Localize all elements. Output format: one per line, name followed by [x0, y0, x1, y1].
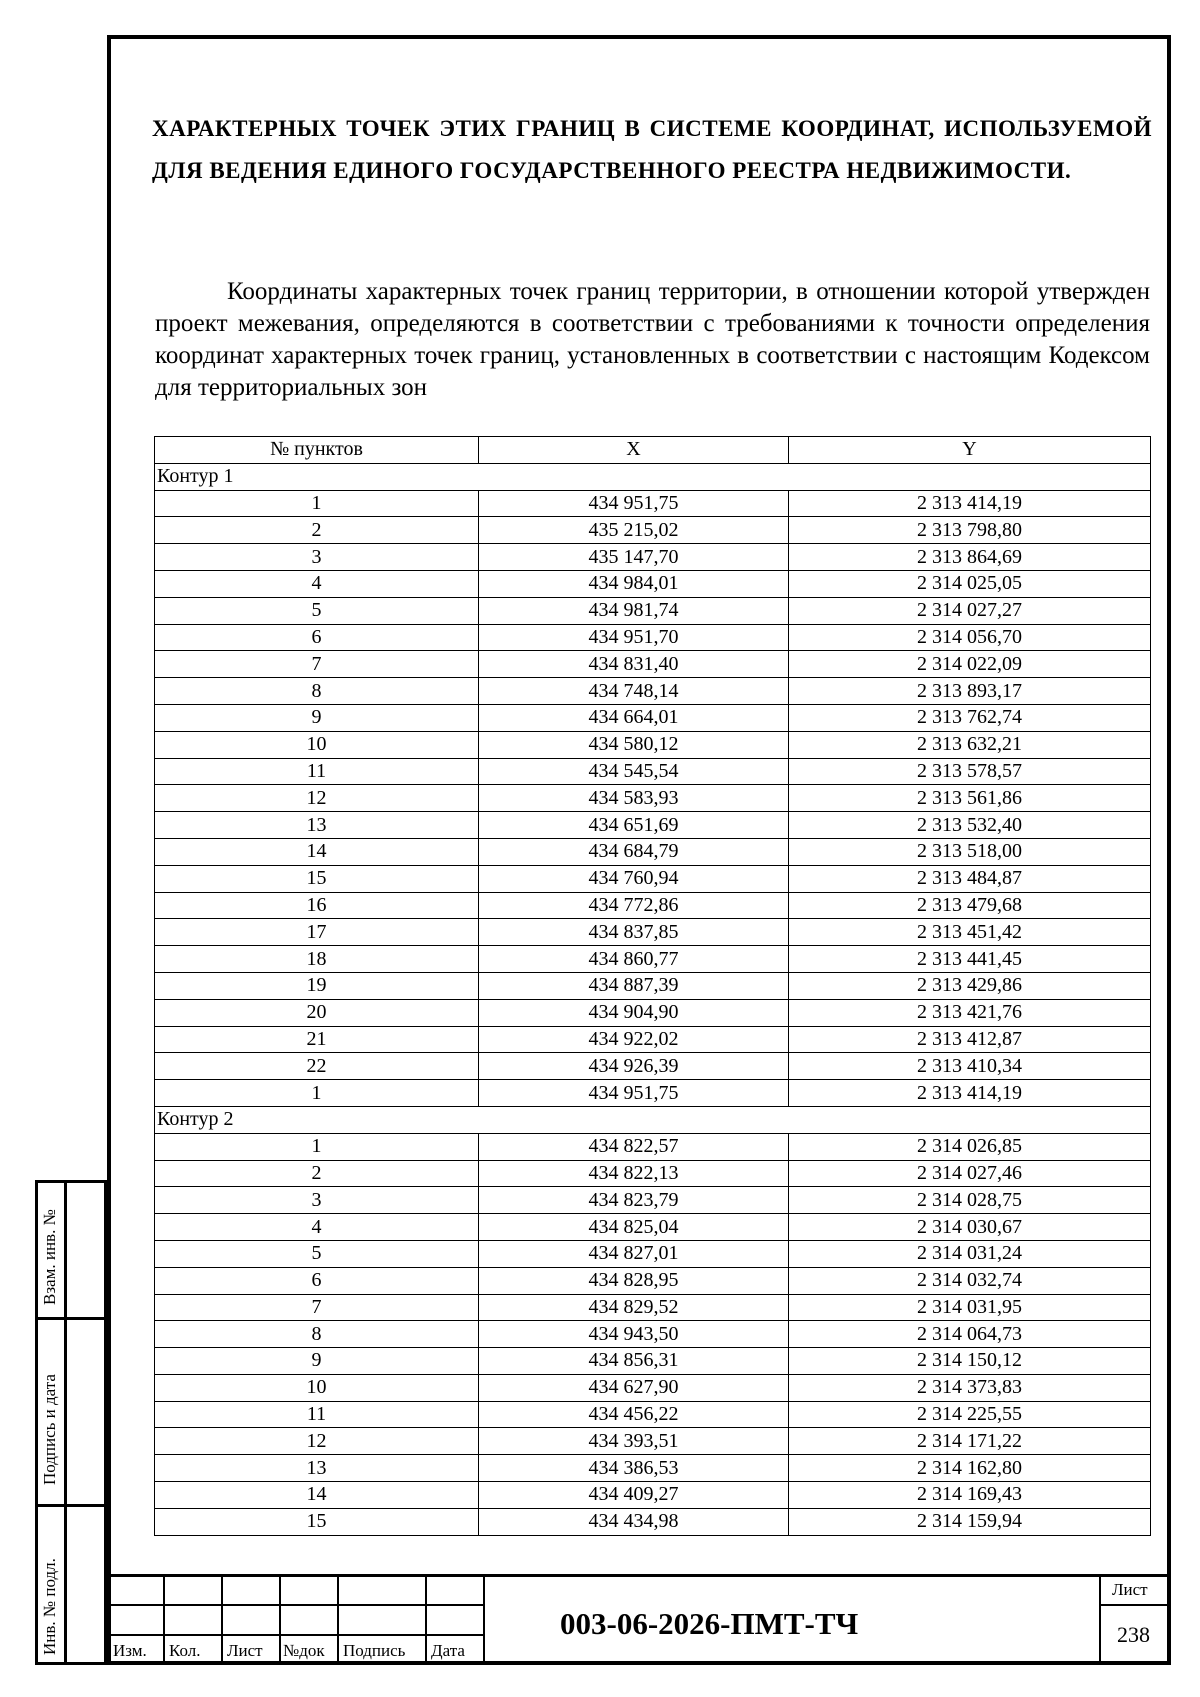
- y-coordinate: 2 314 031,95: [789, 1294, 1151, 1321]
- x-coordinate: 434 828,95: [479, 1267, 789, 1294]
- table-row: [155, 517, 1151, 544]
- point-number: 4: [155, 1214, 479, 1241]
- x-coordinate: 434 409,27: [479, 1482, 789, 1509]
- header-y: Y: [789, 437, 1151, 464]
- point-number: 15: [155, 1508, 479, 1535]
- y-coordinate: 2 313 412,87: [789, 1026, 1151, 1053]
- section-heading: ХАРАКТЕРНЫХ ТОЧЕК ЭТИХ ГРАНИЦ В СИСТЕМЕ КООРДИНАТ, ИСПОЛЬЗУЕМОЙ ДЛЯ ВЕДЕНИЯ ЕДИНОГО ГОСУДАРСТВЕННОГО РЕЕСТРА НЕДВИЖИМОСТИ.: [152, 116, 1152, 183]
- y-coordinate: 2 314 027,46: [789, 1160, 1151, 1187]
- x-coordinate: 434 583,93: [479, 785, 789, 812]
- point-number: 20: [155, 999, 479, 1026]
- x-coordinate: 434 825,04: [479, 1214, 789, 1241]
- x-coordinate: 434 887,39: [479, 972, 789, 999]
- contour-row: [155, 1106, 1151, 1133]
- document-number: 003-06-2026-ПМТ-ТЧ: [560, 1606, 859, 1641]
- point-number: 10: [155, 731, 479, 758]
- x-coordinate: 434 951,70: [479, 624, 789, 651]
- point-number: 1: [155, 1133, 479, 1160]
- tb-sheet-label: Лист: [1112, 1580, 1148, 1599]
- point-number: 19: [155, 972, 479, 999]
- table-row: [155, 1240, 1151, 1267]
- contour-row: [155, 463, 1151, 490]
- table-row: [155, 1428, 1151, 1455]
- y-coordinate: 2 313 414,19: [789, 490, 1151, 517]
- point-number: 3: [155, 1187, 479, 1214]
- x-coordinate: 434 984,01: [479, 570, 789, 597]
- table-row: [155, 1160, 1151, 1187]
- tb-col-data: Дата: [431, 1641, 465, 1660]
- point-number: 6: [155, 1267, 479, 1294]
- x-coordinate: 434 772,86: [479, 892, 789, 919]
- point-number: 12: [155, 785, 479, 812]
- y-coordinate: 2 314 027,27: [789, 597, 1151, 624]
- x-coordinate: 434 837,85: [479, 919, 789, 946]
- point-number: 5: [155, 597, 479, 624]
- x-coordinate: 434 860,77: [479, 946, 789, 973]
- y-coordinate: 2 313 532,40: [789, 812, 1151, 839]
- contour-label: Контур 2: [155, 1106, 1151, 1133]
- tb-col-ndok: №док: [283, 1641, 325, 1660]
- x-coordinate: 434 434,98: [479, 1508, 789, 1535]
- point-number: 15: [155, 865, 479, 892]
- y-coordinate: 2 313 429,86: [789, 972, 1151, 999]
- margin-stamp: [35, 1180, 107, 1665]
- x-coordinate: 434 627,90: [479, 1374, 789, 1401]
- y-coordinate: 2 313 893,17: [789, 678, 1151, 705]
- y-coordinate: 2 313 414,19: [789, 1080, 1151, 1107]
- y-coordinate: 2 314 162,80: [789, 1455, 1151, 1482]
- point-number: 11: [155, 758, 479, 785]
- point-number: 8: [155, 1321, 479, 1348]
- y-coordinate: 2 313 410,34: [789, 1053, 1151, 1080]
- x-coordinate: 434 760,94: [479, 865, 789, 892]
- point-number: 6: [155, 624, 479, 651]
- x-coordinate: 435 215,02: [479, 517, 789, 544]
- point-number: 3: [155, 544, 479, 571]
- point-number: 1: [155, 490, 479, 517]
- x-coordinate: 434 386,53: [479, 1455, 789, 1482]
- point-number: 18: [155, 946, 479, 973]
- point-number: 9: [155, 1348, 479, 1375]
- table-row: [155, 1214, 1151, 1241]
- point-number: 2: [155, 1160, 479, 1187]
- y-coordinate: 2 313 561,86: [789, 785, 1151, 812]
- y-coordinate: 2 314 150,12: [789, 1348, 1151, 1375]
- y-coordinate: 2 314 022,09: [789, 651, 1151, 678]
- y-coordinate: 2 314 028,75: [789, 1187, 1151, 1214]
- point-number: 5: [155, 1240, 479, 1267]
- y-coordinate: 2 313 479,68: [789, 892, 1151, 919]
- table-row: [155, 1294, 1151, 1321]
- point-number: 12: [155, 1428, 479, 1455]
- header-points: № пунктов: [155, 437, 479, 464]
- header-x: X: [479, 437, 789, 464]
- table-row: [155, 1401, 1151, 1428]
- y-coordinate: 2 314 225,55: [789, 1401, 1151, 1428]
- table-row: [155, 731, 1151, 758]
- y-coordinate: 2 314 030,67: [789, 1214, 1151, 1241]
- table-row: [155, 624, 1151, 651]
- table-row: [155, 1080, 1151, 1107]
- x-coordinate: 434 981,74: [479, 597, 789, 624]
- point-number: 7: [155, 651, 479, 678]
- table-row: [155, 1508, 1151, 1535]
- table-row: [155, 758, 1151, 785]
- x-coordinate: 434 545,54: [479, 758, 789, 785]
- point-number: 9: [155, 704, 479, 731]
- x-coordinate: 434 951,75: [479, 490, 789, 517]
- point-number: 21: [155, 1026, 479, 1053]
- stamp-podpis-label: Подпись и дата: [40, 1374, 59, 1485]
- x-coordinate: 434 822,13: [479, 1160, 789, 1187]
- contour-label: Контур 1: [155, 463, 1151, 490]
- tb-col-list: Лист: [227, 1641, 263, 1660]
- x-coordinate: 434 829,52: [479, 1294, 789, 1321]
- table-row: [155, 651, 1151, 678]
- table-row: [155, 972, 1151, 999]
- table-row: [155, 812, 1151, 839]
- x-coordinate: 434 904,90: [479, 999, 789, 1026]
- y-coordinate: 2 313 451,42: [789, 919, 1151, 946]
- table-row: [155, 678, 1151, 705]
- point-number: 16: [155, 892, 479, 919]
- table-row: [155, 999, 1151, 1026]
- point-number: 14: [155, 838, 479, 865]
- y-coordinate: 2 314 025,05: [789, 570, 1151, 597]
- x-coordinate: 434 823,79: [479, 1187, 789, 1214]
- y-coordinate: 2 313 421,76: [789, 999, 1151, 1026]
- y-coordinate: 2 314 031,24: [789, 1240, 1151, 1267]
- point-number: 22: [155, 1053, 479, 1080]
- y-coordinate: 2 313 484,87: [789, 865, 1151, 892]
- table-row: [155, 1026, 1151, 1053]
- table-row: [155, 1187, 1151, 1214]
- x-coordinate: 434 943,50: [479, 1321, 789, 1348]
- y-coordinate: 2 314 171,22: [789, 1428, 1151, 1455]
- table-row: [155, 1348, 1151, 1375]
- y-coordinate: 2 314 056,70: [789, 624, 1151, 651]
- table-row: [155, 892, 1151, 919]
- x-coordinate: 435 147,70: [479, 544, 789, 571]
- table-row: [155, 1374, 1151, 1401]
- y-coordinate: 2 313 578,57: [789, 758, 1151, 785]
- y-coordinate: 2 313 632,21: [789, 731, 1151, 758]
- point-number: 2: [155, 517, 479, 544]
- x-coordinate: 434 393,51: [479, 1428, 789, 1455]
- table-row: [155, 570, 1151, 597]
- x-coordinate: 434 664,01: [479, 704, 789, 731]
- table-row: [155, 544, 1151, 571]
- tb-col-izm: Изм.: [113, 1641, 147, 1660]
- point-number: 10: [155, 1374, 479, 1401]
- y-coordinate: 2 314 032,74: [789, 1267, 1151, 1294]
- tb-col-podpis: Подпись: [343, 1641, 406, 1660]
- table-row: [155, 919, 1151, 946]
- y-coordinate: 2 313 441,45: [789, 946, 1151, 973]
- table-row: [155, 1267, 1151, 1294]
- x-coordinate: 434 951,75: [479, 1080, 789, 1107]
- point-number: 14: [155, 1482, 479, 1509]
- x-coordinate: 434 926,39: [479, 1053, 789, 1080]
- table-row: [155, 865, 1151, 892]
- table-row: [155, 597, 1151, 624]
- tb-sheet-number: 238: [1117, 1622, 1150, 1647]
- y-coordinate: 2 314 373,83: [789, 1374, 1151, 1401]
- point-number: 8: [155, 678, 479, 705]
- table-row: [155, 490, 1151, 517]
- y-coordinate: 2 313 798,80: [789, 517, 1151, 544]
- x-coordinate: 434 748,14: [479, 678, 789, 705]
- y-coordinate: 2 314 026,85: [789, 1133, 1151, 1160]
- tb-col-kol: Кол.: [169, 1641, 201, 1660]
- x-coordinate: 434 684,79: [479, 838, 789, 865]
- point-number: 11: [155, 1401, 479, 1428]
- table-row: [155, 704, 1151, 731]
- y-coordinate: 2 313 518,00: [789, 838, 1151, 865]
- x-coordinate: 434 856,31: [479, 1348, 789, 1375]
- y-coordinate: 2 314 159,94: [789, 1508, 1151, 1535]
- x-coordinate: 434 827,01: [479, 1240, 789, 1267]
- x-coordinate: 434 651,69: [479, 812, 789, 839]
- table-row: [155, 1321, 1151, 1348]
- point-number: 7: [155, 1294, 479, 1321]
- stamp-inv-label: Инв. № подл.: [40, 1558, 59, 1655]
- y-coordinate: 2 313 762,74: [789, 704, 1151, 731]
- point-number: 4: [155, 570, 479, 597]
- table-header-row: [155, 437, 1151, 464]
- table-row: [155, 785, 1151, 812]
- x-coordinate: 434 456,22: [479, 1401, 789, 1428]
- coordinates-table: [154, 436, 1151, 1536]
- table-row: [155, 1053, 1151, 1080]
- x-coordinate: 434 922,02: [479, 1026, 789, 1053]
- table-row: [155, 838, 1151, 865]
- table-row: [155, 946, 1151, 973]
- intro-paragraph: Координаты характерных точек границ территории, в отношении которой утвержден проект межевания, определяются в соответствии с требованиями к точности определения координат характерных точек границ, установленных в соответствии с настоящим Кодексом для территориальных зон: [155, 278, 1150, 401]
- y-coordinate: 2 314 169,43: [789, 1482, 1151, 1509]
- point-number: 17: [155, 919, 479, 946]
- point-number: 13: [155, 1455, 479, 1482]
- table-row: [155, 1482, 1151, 1509]
- x-coordinate: 434 822,57: [479, 1133, 789, 1160]
- y-coordinate: 2 313 864,69: [789, 544, 1151, 571]
- table-row: [155, 1133, 1151, 1160]
- stamp-vzam-label: Взам. инв. №: [40, 1209, 59, 1305]
- point-number: 1: [155, 1080, 479, 1107]
- x-coordinate: 434 580,12: [479, 731, 789, 758]
- x-coordinate: 434 831,40: [479, 651, 789, 678]
- point-number: 13: [155, 812, 479, 839]
- y-coordinate: 2 314 064,73: [789, 1321, 1151, 1348]
- table-row: [155, 1455, 1151, 1482]
